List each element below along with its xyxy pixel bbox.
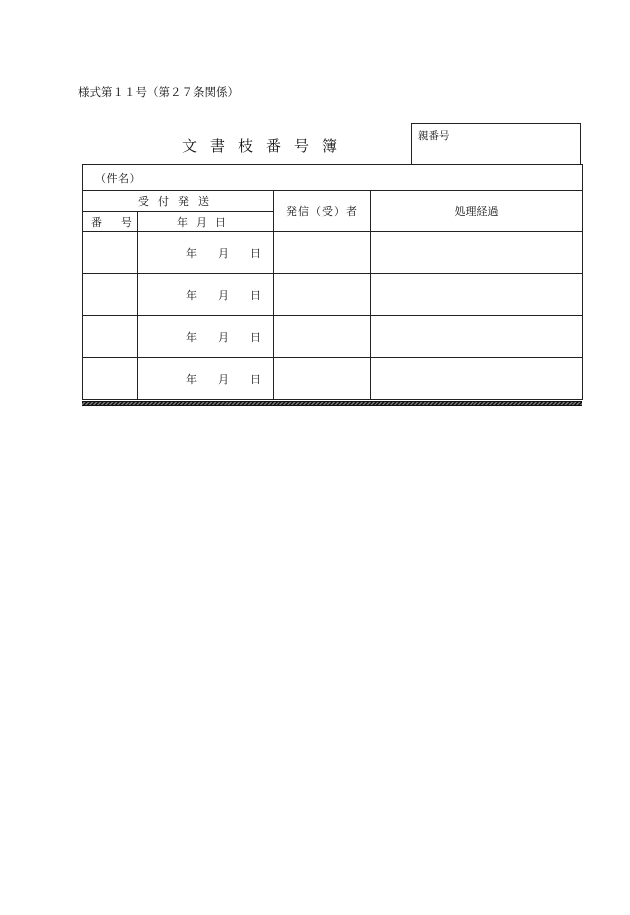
month-unit: 月: [218, 288, 229, 302]
table-bottom-border: [82, 401, 582, 406]
reception-dispatch-header: 受付発送: [83, 191, 274, 212]
month-unit: 月: [218, 372, 229, 386]
year-unit: 年: [186, 246, 197, 260]
document-title: 文書枝番号簿: [182, 137, 351, 155]
date-cell[interactable]: [138, 274, 274, 316]
table-row: [83, 358, 583, 400]
number-header-part-1: 番: [91, 215, 102, 229]
title-row: [82, 123, 582, 164]
table-row: [83, 316, 583, 358]
number-cell[interactable]: [83, 358, 138, 400]
sender-cell[interactable]: [274, 274, 371, 316]
date-cell[interactable]: [138, 316, 274, 358]
header-row-1: [83, 191, 583, 212]
history-cell[interactable]: [371, 232, 583, 274]
processing-history-header: 処理経過: [371, 191, 583, 232]
number-cell[interactable]: [83, 274, 138, 316]
sender-cell[interactable]: [274, 358, 371, 400]
date-cell[interactable]: [138, 358, 274, 400]
month-unit: 月: [218, 330, 229, 344]
history-cell[interactable]: [371, 358, 583, 400]
sender-cell[interactable]: [274, 316, 371, 358]
subject-field[interactable]: [83, 165, 583, 191]
table-row: [83, 232, 583, 274]
form-number-label: 様式第１１号（第２７条関係）: [78, 85, 239, 99]
date-cell[interactable]: [138, 232, 274, 274]
month-unit: 月: [218, 246, 229, 260]
number-cell[interactable]: [83, 232, 138, 274]
year-unit: 年: [186, 330, 197, 344]
number-header-part-2: 号: [121, 215, 132, 229]
table-row: [83, 274, 583, 316]
sender-cell[interactable]: [274, 232, 371, 274]
subject-row: [83, 165, 583, 191]
number-header: [83, 212, 138, 232]
history-cell[interactable]: [371, 274, 583, 316]
year-unit: 年: [186, 288, 197, 302]
parent-number-box[interactable]: [411, 123, 581, 164]
day-unit: 日: [250, 330, 261, 344]
day-unit: 日: [250, 372, 261, 386]
parent-number-label: 親番号: [418, 130, 450, 142]
sender-header: 発信（受）者: [274, 191, 371, 232]
day-unit: 日: [250, 288, 261, 302]
history-cell[interactable]: [371, 316, 583, 358]
year-unit: 年: [186, 372, 197, 386]
date-header: 年月日: [138, 212, 274, 232]
register-table: [82, 164, 583, 400]
day-unit: 日: [250, 246, 261, 260]
number-cell[interactable]: [83, 316, 138, 358]
subject-label: （件名）: [95, 171, 141, 185]
